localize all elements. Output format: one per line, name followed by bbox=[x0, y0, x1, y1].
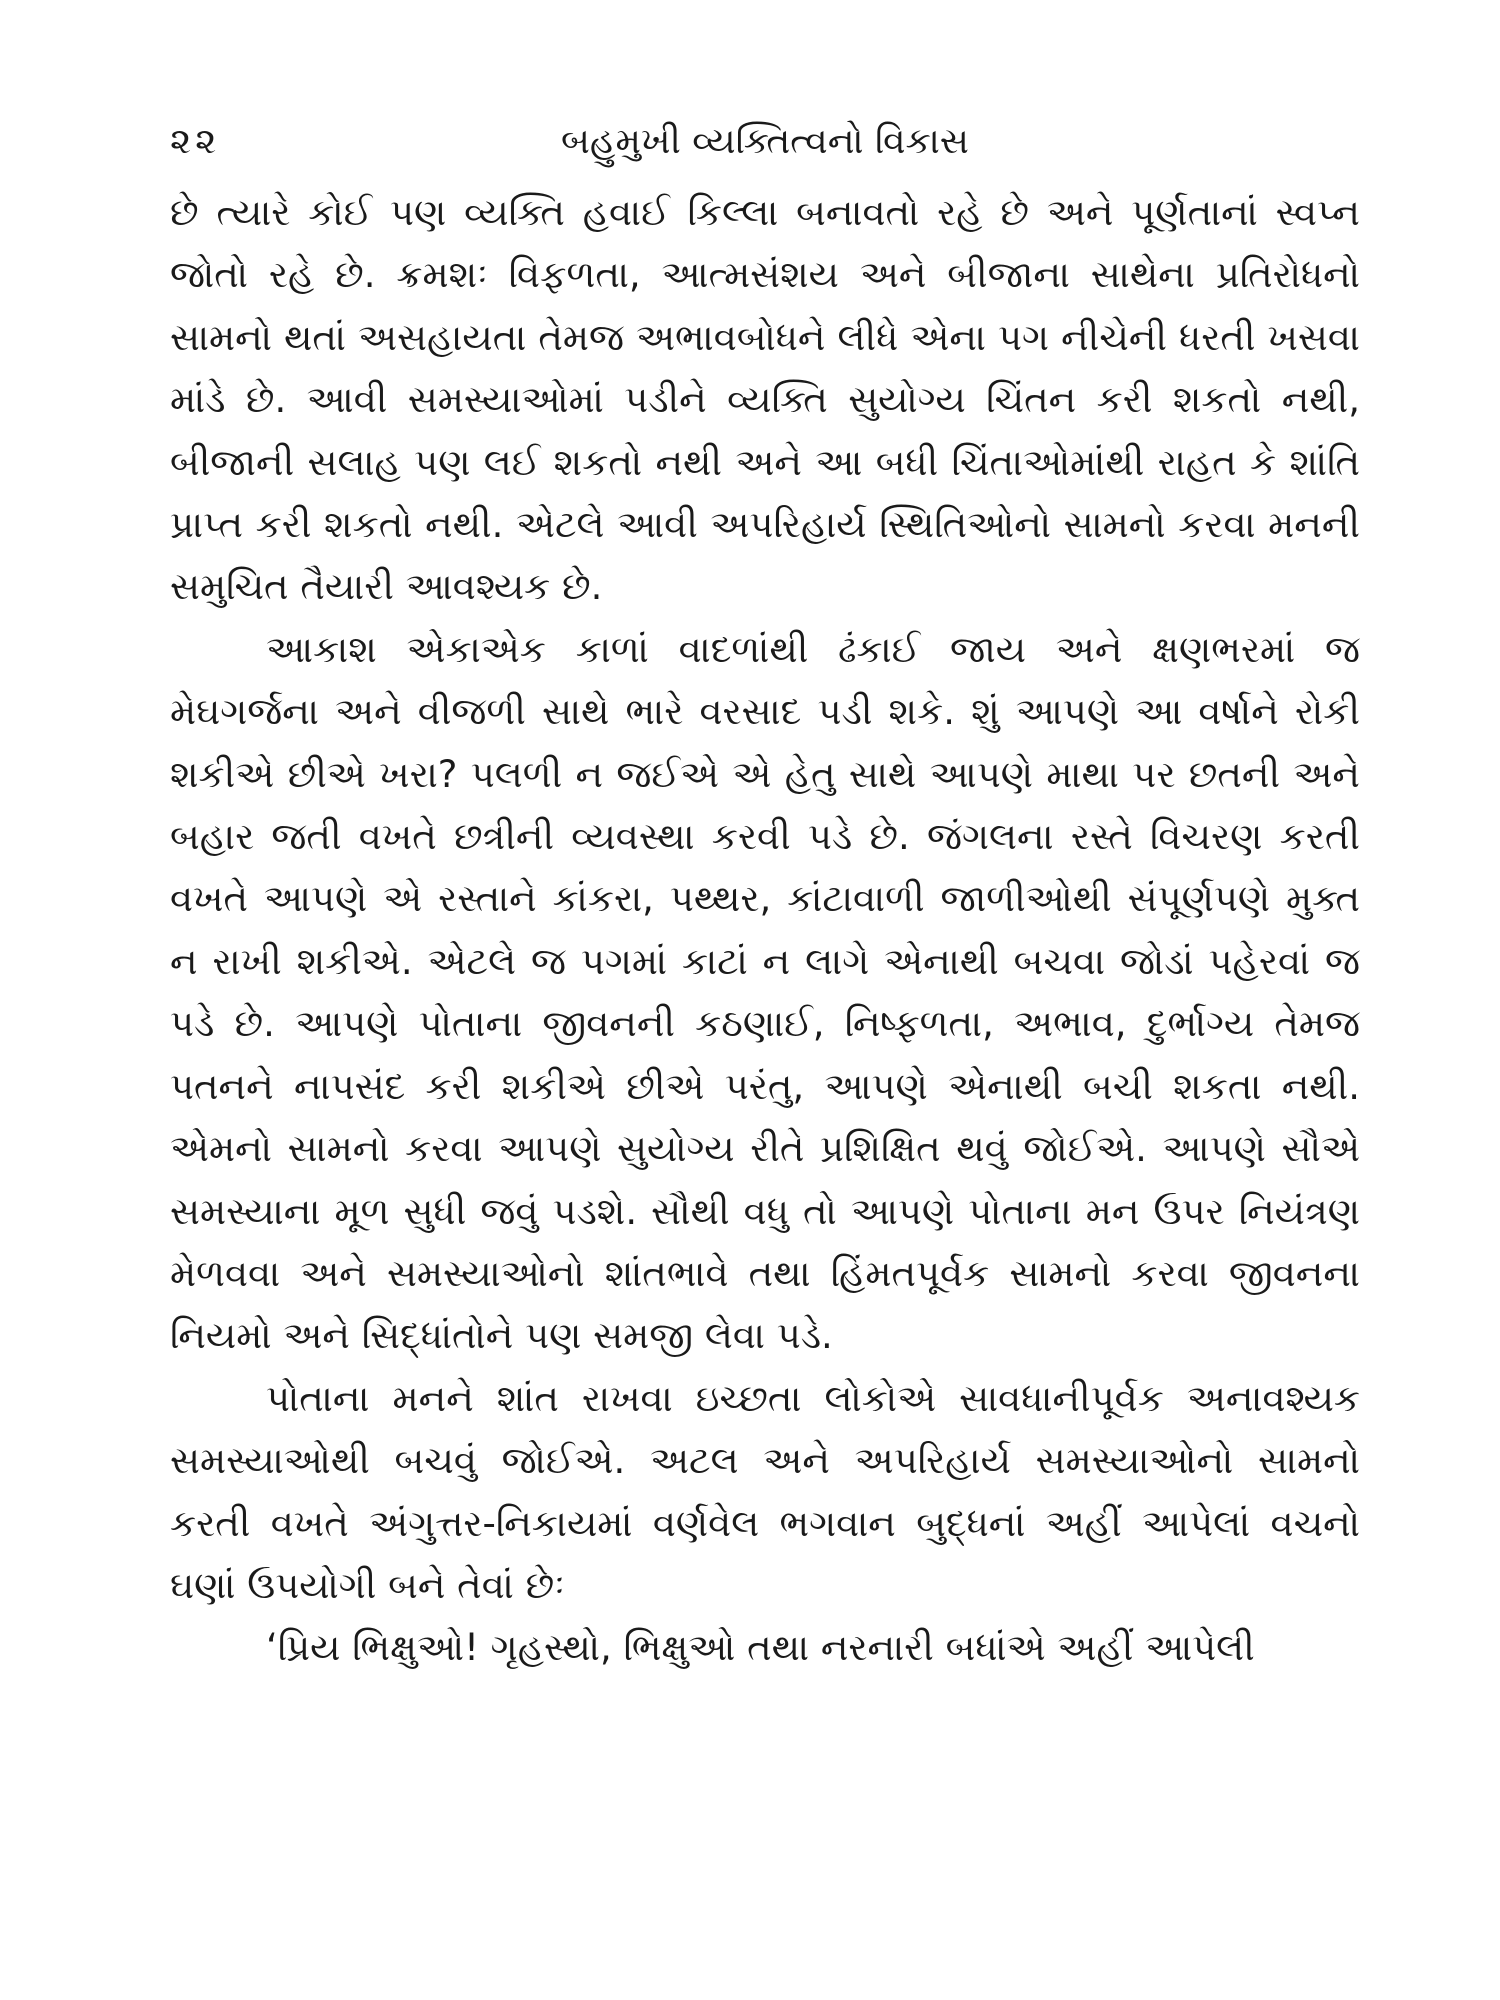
paragraph-sky-analogy: આકાશ એકાએક કાળાં વાદળાંથી ઢંકાઈ જાય અને ક્ષણભરમાં જ મેઘગર્જના અને વીજળી સાથે ભારે વરસાદ પડી શકે. શું આપણે આ વર્ષાને રોકી શકીએ છીએ ખરા? પલળી ન જઈએ એ હેતુ સાથે આપણે માથા પર છતની અને બહાર જતી વખતે છત્રીની વ્યવસ્થા કરવી પડે છે. જંગલના રસ્તે વિચરણ કરતી વખતે આપણે એ રસ્તાને કાંકરા, પથ્થર, કાંટાવાળી જાળીઓથી સંપૂર્ણપણે મુક્ત ન રાખી શકીએ. એટલે જ પગમાં કાટાં ન લાગે એનાથી બચવા જોડાં પહેરવાં જ પડે છે. આપણે પોતાના જીવનની કઠણાઈ, નિષ્ફળતા, અભાવ, દુર્ભાગ્ય તેમજ પતનને નાપસંદ કરી શકીએ છીએ પરંતુ, આપણે એનાથી બચી શકતા નથી. એમનો સામનો કરવા આપણે સુયોગ્ય રીતે પ્રશિક્ષિત થવું જોઈએ. આપણે સૌએ સમસ્યાના મૂળ સુધી જવું પડશે. સૌથી વધુ તો આપણે પોતાના મન ઉપર નિયંત્રણ મેળવવા અને સમસ્યાઓનો શાંતભાવે તથા હિંમતપૂર્વક સામનો કરવા જીવનના નિયમો અને સિદ્ધાંતોને પણ સમજી લેવા પડે. bbox=[170, 627, 1360, 1358]
body-text bbox=[170, 182, 1360, 1680]
paragraph-avoid-problems: પોતાના મનને શાંત રાખવા ઇચ્છતા લોકોએ સાવધાનીપૂર્વક અનાવશ્યક સમસ્યાઓથી બચવું જોઈએ. અટલ અને અપરિહાર્ય સમસ્યાઓનો સામનો કરતી વખતે અંગુત્તર-નિકાયમાં વર્ણવેલ ભગવાન બુદ્ધનાં અહીં આપેલાં વચનો ઘણાં ઉપયોગી બને તેવાં છેઃ bbox=[170, 1376, 1360, 1607]
paragraph-continued: છે ત્યારે કોઈ પણ વ્યક્તિ હવાઈ કિલ્લા બનાવતો રહે છે અને પૂર્ણતાનાં સ્વપ્ન જોતો રહે છે. ક્રમશઃ વિફળતા, આત્મસંશય અને બીજાના સાથેના પ્રતિરોધનો સામનો થતાં અસહાયતા તેમજ અભાવબોધને લીધે એના પગ નીચેની ધરતી ખસવા માંડે છે. આવી સમસ્યાઓમાં પડીને વ્યક્તિ સુયોગ્ય ચિંતન કરી શકતો નથી, બીજાની સલાહ પણ લઈ શકતો નથી અને આ બધી ચિંતાઓમાંથી રાહત કે શાંતિ પ્રાપ્ત કરી શકતો નથી. એટલે આવી અપરિહાર્ય સ્થિતિઓનો સામનો કરવા મનની સમુચિત તૈયારી આવશ્યક છે. bbox=[170, 191, 1360, 609]
paragraph-buddha-quote: ‘પ્રિય ભિક્ષુઓ! ગૃહસ્થો, ભિક્ષુઓ તથા નરનારી બધાંએ અહીં આપેલી bbox=[266, 1626, 1255, 1670]
book-title: બહુમુખી વ્યક્તિત્વનો વિકાસ bbox=[561, 121, 969, 162]
running-header bbox=[170, 112, 1360, 172]
page-number: ૨૨ bbox=[170, 121, 221, 162]
